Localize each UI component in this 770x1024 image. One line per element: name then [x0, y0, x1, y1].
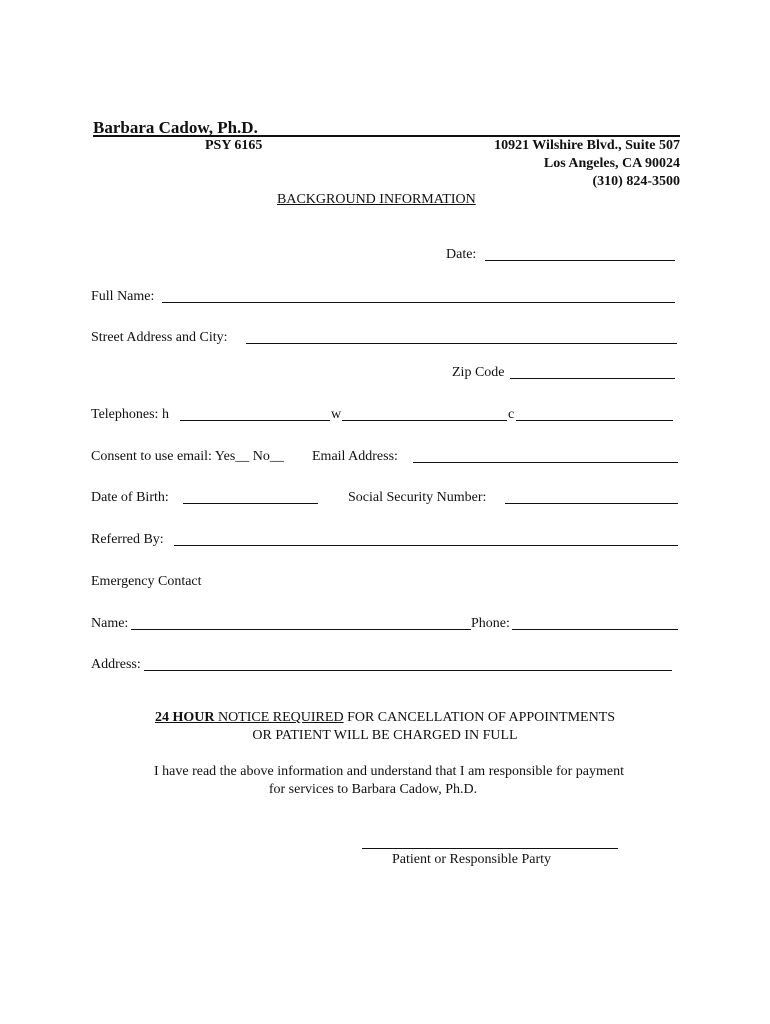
street-field[interactable] [246, 343, 677, 344]
acknowledgment-line-2: for services to Barbara Cadow, Ph.D. [268, 782, 478, 797]
emergency-name-label: Name: [91, 616, 129, 631]
date-field[interactable] [485, 260, 675, 261]
notice-underlined: NOTICE REQUIRED [214, 710, 344, 725]
full-name-label: Full Name: [91, 289, 155, 304]
work-phone-label: w [331, 407, 342, 422]
zip-label: Zip Code [452, 365, 505, 380]
cell-phone-field[interactable] [516, 420, 673, 421]
address-line-2: Los Angeles, CA 90024 [543, 156, 680, 171]
email-address-field[interactable] [413, 462, 678, 463]
referred-by-field[interactable] [174, 545, 678, 546]
cancellation-notice-line-2: OR PATIENT WILL BE CHARGED IN FULL [252, 728, 518, 743]
emergency-name-field[interactable] [131, 629, 471, 630]
license-number: PSY 6165 [205, 138, 263, 153]
address-line-1: 10921 Wilshire Blvd., Suite 507 [494, 138, 680, 153]
signature-label: Patient or Responsible Party [392, 852, 552, 867]
full-name-field[interactable] [162, 302, 675, 303]
email-consent-label: Consent to use email: Yes__ No__ [91, 449, 284, 464]
street-label: Street Address and City: [91, 330, 228, 345]
office-phone: (310) 824-3500 [592, 174, 680, 189]
notice-rest: FOR CANCELLATION OF APPOINTMENTS [343, 710, 616, 725]
emergency-contact-heading: Emergency Contact [91, 574, 202, 589]
notice-emphasis: 24 HOUR [154, 710, 215, 725]
date-label: Date: [446, 247, 477, 262]
zip-field[interactable] [510, 378, 675, 379]
ssn-label: Social Security Number: [348, 490, 487, 505]
practitioner-name: Barbara Cadow, Ph.D. [93, 118, 258, 137]
email-address-label: Email Address: [312, 449, 398, 464]
acknowledgment-line-1: I have read the above information and understand that I am responsible for payment [153, 764, 624, 779]
emergency-phone-label: Phone: [471, 616, 510, 631]
referred-by-label: Referred By: [91, 532, 164, 547]
emergency-address-label: Address: [91, 657, 141, 672]
telephones-label: Telephones: h [91, 407, 169, 422]
work-phone-field[interactable] [342, 420, 507, 421]
signature-field[interactable] [362, 848, 618, 849]
cell-phone-label: c [508, 407, 515, 422]
home-phone-field[interactable] [180, 420, 330, 421]
ssn-field[interactable] [505, 503, 678, 504]
header-rule [93, 135, 680, 137]
cancellation-notice [0, 710, 770, 726]
emergency-phone-field[interactable] [512, 629, 678, 630]
dob-field[interactable] [183, 503, 318, 504]
dob-label: Date of Birth: [91, 490, 169, 505]
form-title: BACKGROUND INFORMATION [277, 192, 476, 207]
emergency-address-field[interactable] [144, 670, 672, 671]
